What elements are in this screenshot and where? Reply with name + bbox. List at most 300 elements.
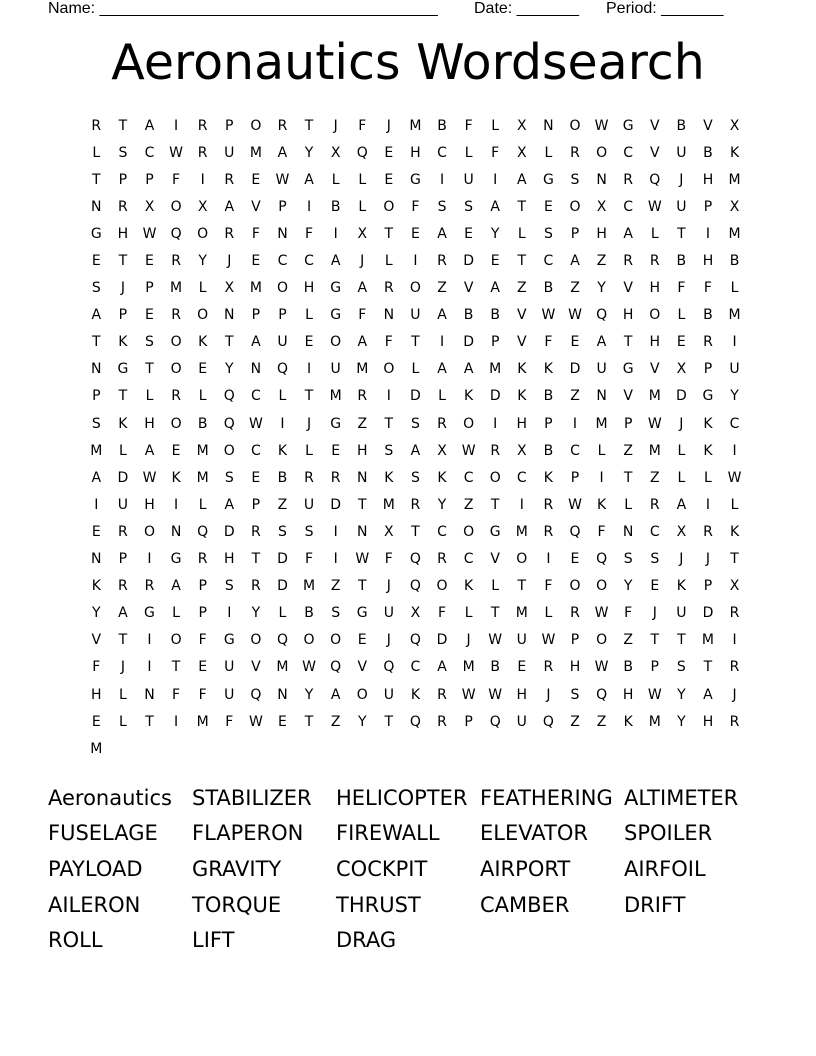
grid-letter[interactable]: F <box>384 334 393 351</box>
grid-letter[interactable]: R <box>118 198 128 215</box>
grid-letter[interactable]: L <box>358 171 367 188</box>
grid-letter[interactable]: O <box>383 361 395 378</box>
grid-letter[interactable]: X <box>437 442 447 459</box>
grid-letter[interactable]: Y <box>677 686 686 703</box>
grid-letter[interactable]: A <box>277 144 288 161</box>
grid-letter[interactable]: G <box>702 388 714 405</box>
grid-letter[interactable]: I <box>439 171 445 188</box>
grid-letter[interactable]: W <box>568 307 582 324</box>
grid-letter[interactable]: V <box>517 307 527 324</box>
grid-letter[interactable]: W <box>169 144 183 161</box>
grid-letter[interactable]: L <box>92 144 101 161</box>
grid-letter[interactable]: I <box>599 469 604 486</box>
grid-letter[interactable]: H <box>649 280 661 297</box>
grid-letter[interactable]: L <box>198 280 207 297</box>
grid-letter[interactable]: L <box>145 388 154 405</box>
grid-letter[interactable]: R <box>171 253 181 270</box>
grid-letter[interactable]: I <box>174 496 179 513</box>
grid-letter[interactable]: X <box>596 198 607 215</box>
grid-letter[interactable]: E <box>251 253 261 270</box>
grid-letter[interactable]: E <box>304 334 314 351</box>
grid-letter[interactable]: A <box>224 198 235 215</box>
grid-letter[interactable]: C <box>623 198 634 215</box>
grid-letter[interactable]: A <box>330 686 341 703</box>
grid-letter[interactable]: S <box>570 686 580 703</box>
grid-letter[interactable]: R <box>171 388 181 405</box>
grid-letter[interactable]: F <box>198 632 207 649</box>
grid-letter[interactable]: T <box>517 253 527 270</box>
grid-letter[interactable]: P <box>464 713 473 730</box>
grid-letter[interactable]: I <box>732 632 737 649</box>
grid-letter[interactable]: E <box>410 225 420 242</box>
grid-letter[interactable]: O <box>383 198 395 215</box>
grid-letter[interactable]: F <box>198 686 207 703</box>
grid-letter[interactable]: Q <box>409 551 421 568</box>
grid-letter[interactable]: S <box>224 578 234 595</box>
grid-letter[interactable]: L <box>517 225 526 242</box>
grid-letter[interactable]: H <box>702 253 714 270</box>
grid-letter[interactable]: W <box>594 605 609 622</box>
grid-letter[interactable]: E <box>198 361 208 378</box>
name-field[interactable]: Name: ______________________________________ <box>48 0 438 17</box>
grid-letter[interactable]: P <box>623 415 633 432</box>
grid-letter[interactable]: B <box>437 117 447 134</box>
grid-letter[interactable]: D <box>436 632 448 649</box>
grid-letter[interactable]: O <box>649 307 661 324</box>
grid-letter[interactable]: N <box>277 686 288 703</box>
grid-letter[interactable]: A <box>144 442 155 459</box>
grid-letter[interactable]: D <box>117 469 129 486</box>
grid-letter[interactable]: P <box>198 605 207 622</box>
grid-letter[interactable]: Q <box>223 388 235 405</box>
grid-letter[interactable]: Y <box>730 388 739 405</box>
grid-letter[interactable]: F <box>597 523 606 540</box>
grid-letter[interactable]: H <box>702 713 714 730</box>
grid-letter[interactable]: I <box>386 388 391 405</box>
grid-letter[interactable]: C <box>437 523 447 540</box>
grid-letter[interactable]: N <box>596 171 607 188</box>
grid-letter[interactable]: M <box>90 740 103 757</box>
grid-letter[interactable]: I <box>732 442 737 459</box>
grid-letter[interactable]: K <box>437 469 447 486</box>
grid-letter[interactable]: V <box>251 659 261 676</box>
grid-letter[interactable]: A <box>91 307 102 324</box>
grid-letter[interactable]: R <box>570 605 580 622</box>
grid-letter[interactable]: Y <box>304 686 314 703</box>
grid-letter[interactable]: P <box>703 198 713 215</box>
grid-letter[interactable]: Z <box>463 496 474 513</box>
grid-letter[interactable]: B <box>623 659 633 676</box>
grid-letter[interactable]: T <box>623 469 633 486</box>
grid-letter[interactable]: L <box>305 307 313 324</box>
grid-letter[interactable]: G <box>622 361 634 378</box>
grid-letter[interactable]: G <box>489 523 501 540</box>
grid-letter[interactable]: G <box>356 605 368 622</box>
grid-letter[interactable]: U <box>676 144 687 161</box>
grid-letter[interactable]: J <box>679 415 684 432</box>
grid-letter[interactable]: Q <box>596 551 608 568</box>
grid-letter[interactable]: W <box>647 198 662 215</box>
grid-letter[interactable]: L <box>730 496 739 513</box>
grid-letter[interactable]: N <box>277 225 288 242</box>
grid-letter[interactable]: T <box>118 388 128 405</box>
grid-letter[interactable]: O <box>436 578 448 595</box>
grid-letter[interactable]: I <box>306 198 312 215</box>
grid-letter[interactable]: T <box>490 496 500 513</box>
grid-letter[interactable]: T <box>118 632 128 649</box>
grid-letter[interactable]: J <box>306 415 312 432</box>
grid-letter[interactable]: Z <box>437 280 447 297</box>
grid-letter[interactable]: L <box>331 171 340 188</box>
grid-letter[interactable]: C <box>250 388 261 405</box>
grid-letter[interactable]: T <box>677 632 686 649</box>
grid-letter[interactable]: R <box>171 307 181 324</box>
grid-letter[interactable]: P <box>251 496 261 513</box>
grid-letter[interactable]: C <box>144 144 155 161</box>
grid-letter[interactable]: I <box>333 551 338 568</box>
grid-letter[interactable]: C <box>570 442 580 459</box>
grid-letter[interactable]: T <box>411 523 420 540</box>
grid-letter[interactable]: X <box>517 117 527 134</box>
grid-letter[interactable]: C <box>463 469 474 486</box>
grid-letter[interactable]: P <box>145 280 154 297</box>
grid-letter[interactable]: X <box>197 198 208 215</box>
grid-letter[interactable]: F <box>411 198 420 215</box>
grid-letter[interactable]: B <box>676 253 687 270</box>
grid-letter[interactable]: U <box>383 686 394 703</box>
grid-letter[interactable]: K <box>729 523 740 540</box>
grid-letter[interactable]: V <box>251 198 261 215</box>
grid-letter[interactable]: W <box>727 469 742 486</box>
grid-letter[interactable]: P <box>490 334 500 351</box>
grid-letter[interactable]: I <box>572 415 578 432</box>
grid-letter[interactable]: R <box>623 171 634 188</box>
grid-letter[interactable]: H <box>596 225 607 242</box>
grid-letter[interactable]: G <box>622 117 634 134</box>
grid-letter[interactable]: A <box>357 280 368 297</box>
grid-letter[interactable]: S <box>145 334 154 351</box>
grid-letter[interactable]: B <box>543 442 554 459</box>
grid-letter[interactable]: X <box>729 578 740 595</box>
grid-letter[interactable]: O <box>197 225 209 242</box>
grid-letter[interactable]: L <box>198 388 207 405</box>
grid-letter[interactable]: L <box>118 686 127 703</box>
grid-letter[interactable]: S <box>437 198 447 215</box>
grid-letter[interactable]: A <box>463 361 474 378</box>
grid-letter[interactable]: P <box>650 659 659 676</box>
grid-letter[interactable]: B <box>304 605 314 622</box>
grid-letter[interactable]: J <box>333 117 338 134</box>
grid-letter[interactable]: R <box>490 442 501 459</box>
grid-letter[interactable]: E <box>676 334 686 351</box>
grid-letter[interactable]: Z <box>596 253 607 270</box>
grid-letter[interactable]: U <box>463 171 474 188</box>
grid-letter[interactable]: H <box>144 496 155 513</box>
grid-letter[interactable]: E <box>91 253 101 270</box>
grid-letter[interactable]: S <box>118 144 128 161</box>
grid-letter[interactable]: A <box>171 578 181 595</box>
grid-letter[interactable]: D <box>410 388 421 405</box>
grid-letter[interactable]: R <box>197 117 208 134</box>
grid-letter[interactable]: R <box>118 578 128 595</box>
grid-letter[interactable]: C <box>304 253 314 270</box>
grid-letter[interactable]: Z <box>623 442 633 459</box>
grid-letter[interactable]: M <box>728 225 741 242</box>
grid-letter[interactable]: F <box>358 117 367 134</box>
grid-letter[interactable]: D <box>330 496 342 513</box>
grid-letter[interactable]: W <box>541 307 556 324</box>
grid-letter[interactable]: B <box>490 307 500 324</box>
grid-letter[interactable]: M <box>462 659 475 676</box>
grid-letter[interactable]: P <box>703 361 713 378</box>
grid-letter[interactable]: I <box>306 361 312 378</box>
grid-letter[interactable]: H <box>356 442 368 459</box>
grid-letter[interactable]: F <box>544 578 553 595</box>
grid-letter[interactable]: R <box>649 253 660 270</box>
grid-letter[interactable]: O <box>170 198 182 215</box>
grid-letter[interactable]: P <box>198 578 207 595</box>
grid-letter[interactable]: I <box>439 334 445 351</box>
grid-letter[interactable]: F <box>225 713 234 730</box>
grid-letter[interactable]: L <box>650 225 659 242</box>
grid-letter[interactable]: W <box>488 686 503 703</box>
grid-letter[interactable]: O <box>569 578 581 595</box>
grid-letter[interactable]: S <box>278 523 287 540</box>
grid-letter[interactable]: M <box>728 307 741 324</box>
grid-letter[interactable]: K <box>729 144 740 161</box>
grid-letter[interactable]: H <box>117 225 129 242</box>
grid-letter[interactable]: K <box>91 578 101 595</box>
grid-letter[interactable]: N <box>622 523 634 540</box>
grid-letter[interactable]: T <box>92 334 101 351</box>
grid-letter[interactable]: D <box>277 578 288 595</box>
grid-letter[interactable]: U <box>117 496 129 513</box>
grid-letter[interactable]: T <box>517 198 527 215</box>
grid-letter[interactable]: K <box>384 469 394 486</box>
grid-letter[interactable]: G <box>330 307 342 324</box>
grid-letter[interactable]: B <box>703 307 713 324</box>
grid-letter[interactable]: S <box>676 659 686 676</box>
grid-letter[interactable]: V <box>490 551 500 568</box>
grid-letter[interactable]: P <box>278 307 287 324</box>
grid-letter[interactable]: F <box>251 225 260 242</box>
grid-letter[interactable]: H <box>144 415 155 432</box>
grid-letter[interactable]: V <box>517 334 527 351</box>
grid-letter[interactable]: A <box>357 334 368 351</box>
grid-letter[interactable]: T <box>145 713 154 730</box>
grid-letter[interactable]: O <box>170 415 182 432</box>
grid-letter[interactable]: T <box>730 551 739 568</box>
grid-letter[interactable]: O <box>250 632 262 649</box>
grid-letter[interactable]: Q <box>276 361 288 378</box>
grid-letter[interactable]: R <box>197 551 208 568</box>
grid-letter[interactable]: A <box>703 686 713 703</box>
grid-letter[interactable]: A <box>596 334 607 351</box>
grid-letter[interactable]: R <box>437 686 447 703</box>
grid-letter[interactable]: R <box>543 523 554 540</box>
grid-letter[interactable]: L <box>198 496 207 513</box>
grid-letter[interactable]: L <box>438 388 446 405</box>
grid-letter[interactable]: W <box>594 117 609 134</box>
grid-letter[interactable]: C <box>516 469 527 486</box>
grid-letter[interactable]: M <box>728 171 741 188</box>
grid-letter[interactable]: U <box>277 334 288 351</box>
grid-letter[interactable]: X <box>729 117 740 134</box>
grid-letter[interactable]: T <box>411 334 420 351</box>
grid-letter[interactable]: C <box>543 253 554 270</box>
grid-letter[interactable]: T <box>92 171 101 188</box>
grid-letter[interactable]: W <box>248 415 263 432</box>
grid-letter[interactable]: O <box>516 551 528 568</box>
grid-letter[interactable]: E <box>490 253 500 270</box>
grid-letter[interactable]: U <box>330 361 341 378</box>
grid-letter[interactable]: M <box>648 442 661 459</box>
grid-letter[interactable]: A <box>570 253 580 270</box>
grid-letter[interactable]: M <box>515 605 528 622</box>
grid-letter[interactable]: I <box>200 171 205 188</box>
grid-letter[interactable]: H <box>569 659 581 676</box>
grid-letter[interactable]: N <box>224 307 235 324</box>
grid-letter[interactable]: O <box>409 280 421 297</box>
grid-letter[interactable]: I <box>705 225 711 242</box>
grid-letter[interactable]: U <box>729 361 740 378</box>
grid-letter[interactable]: L <box>464 144 473 161</box>
grid-letter[interactable]: V <box>649 361 660 378</box>
grid-letter[interactable]: B <box>543 388 554 405</box>
grid-letter[interactable]: U <box>676 198 687 215</box>
grid-letter[interactable]: E <box>384 171 394 188</box>
grid-letter[interactable]: O <box>250 117 262 134</box>
grid-letter[interactable]: O <box>489 469 501 486</box>
grid-letter[interactable]: I <box>94 496 99 513</box>
grid-letter[interactable]: W <box>541 632 556 649</box>
grid-letter[interactable]: Z <box>517 280 527 297</box>
grid-letter[interactable]: P <box>92 388 101 405</box>
grid-letter[interactable]: X <box>224 280 235 297</box>
grid-letter[interactable]: I <box>333 523 338 540</box>
grid-letter[interactable]: D <box>489 388 501 405</box>
grid-letter[interactable]: P <box>145 171 154 188</box>
grid-letter[interactable]: W <box>461 442 476 459</box>
grid-letter[interactable]: X <box>384 523 394 540</box>
grid-letter[interactable]: T <box>357 496 367 513</box>
grid-letter[interactable]: N <box>250 361 262 378</box>
grid-letter[interactable]: A <box>437 225 447 242</box>
grid-letter[interactable]: A <box>330 253 341 270</box>
grid-letter[interactable]: Q <box>197 523 209 540</box>
grid-letter[interactable]: G <box>144 605 155 622</box>
grid-letter[interactable]: Q <box>409 713 421 730</box>
grid-letter[interactable]: M <box>701 632 714 649</box>
grid-letter[interactable]: O <box>223 442 235 459</box>
grid-letter[interactable]: L <box>624 496 633 513</box>
grid-letter[interactable]: Q <box>489 713 501 730</box>
grid-letter[interactable]: V <box>357 659 368 676</box>
grid-letter[interactable]: S <box>91 280 101 297</box>
grid-letter[interactable]: L <box>305 442 313 459</box>
grid-letter[interactable]: M <box>382 496 395 513</box>
grid-letter[interactable]: E <box>357 632 367 649</box>
grid-letter[interactable]: J <box>120 280 125 297</box>
grid-letter[interactable]: A <box>410 442 421 459</box>
grid-letter[interactable]: Y <box>677 713 686 730</box>
grid-letter[interactable]: S <box>410 469 420 486</box>
grid-letter[interactable]: K <box>676 578 686 595</box>
grid-letter[interactable]: K <box>703 442 713 459</box>
grid-letter[interactable]: K <box>198 334 208 351</box>
grid-letter[interactable]: J <box>360 253 365 270</box>
grid-letter[interactable]: A <box>118 605 128 622</box>
grid-letter[interactable]: R <box>729 659 740 676</box>
grid-letter[interactable]: O <box>596 144 608 161</box>
grid-letter[interactable]: X <box>144 198 155 215</box>
grid-letter[interactable]: T <box>384 713 394 730</box>
grid-letter[interactable]: B <box>729 253 740 270</box>
grid-letter[interactable]: E <box>251 171 261 188</box>
grid-letter[interactable]: N <box>356 523 368 540</box>
grid-letter[interactable]: H <box>516 686 528 703</box>
grid-letter[interactable]: J <box>546 686 551 703</box>
grid-letter[interactable]: G <box>330 280 342 297</box>
grid-letter[interactable]: P <box>118 551 128 568</box>
grid-letter[interactable]: N <box>596 388 607 405</box>
grid-letter[interactable]: C <box>410 659 421 676</box>
grid-letter[interactable]: T <box>251 551 261 568</box>
grid-letter[interactable]: A <box>304 171 314 188</box>
grid-letter[interactable]: M <box>356 361 369 378</box>
grid-letter[interactable]: T <box>517 578 527 595</box>
grid-letter[interactable]: K <box>277 442 288 459</box>
grid-letter[interactable]: A <box>224 496 235 513</box>
grid-letter[interactable]: J <box>679 171 684 188</box>
grid-letter[interactable]: N <box>144 686 155 703</box>
grid-letter[interactable]: L <box>358 198 367 215</box>
grid-letter[interactable]: T <box>357 578 367 595</box>
grid-letter[interactable]: L <box>677 442 686 459</box>
grid-letter[interactable]: I <box>147 551 152 568</box>
grid-letter[interactable]: B <box>703 144 713 161</box>
grid-letter[interactable]: U <box>224 659 235 676</box>
grid-letter[interactable]: Z <box>330 713 341 730</box>
grid-letter[interactable]: K <box>118 334 128 351</box>
grid-letter[interactable]: T <box>118 117 128 134</box>
grid-letter[interactable]: O <box>463 523 475 540</box>
grid-letter[interactable]: X <box>729 198 740 215</box>
grid-letter[interactable]: W <box>275 171 290 188</box>
grid-letter[interactable]: K <box>464 388 474 405</box>
grid-letter[interactable]: R <box>277 117 288 134</box>
grid-letter[interactable]: K <box>623 713 633 730</box>
grid-letter[interactable]: M <box>409 117 422 134</box>
grid-letter[interactable]: M <box>489 361 502 378</box>
grid-letter[interactable]: W <box>142 469 157 486</box>
grid-letter[interactable]: F <box>677 280 686 297</box>
grid-letter[interactable]: D <box>569 361 581 378</box>
grid-letter[interactable]: R <box>250 578 261 595</box>
grid-letter[interactable]: L <box>118 713 127 730</box>
grid-letter[interactable]: R <box>224 225 235 242</box>
grid-letter[interactable]: L <box>544 605 553 622</box>
grid-letter[interactable]: J <box>732 686 737 703</box>
grid-letter[interactable]: R <box>703 334 713 351</box>
grid-letter[interactable]: T <box>224 334 234 351</box>
grid-letter[interactable]: N <box>91 551 102 568</box>
grid-letter[interactable]: M <box>249 280 262 297</box>
grid-letter[interactable]: C <box>729 415 740 432</box>
grid-letter[interactable]: K <box>171 469 181 486</box>
grid-letter[interactable]: R <box>729 713 740 730</box>
grid-letter[interactable]: C <box>277 253 288 270</box>
